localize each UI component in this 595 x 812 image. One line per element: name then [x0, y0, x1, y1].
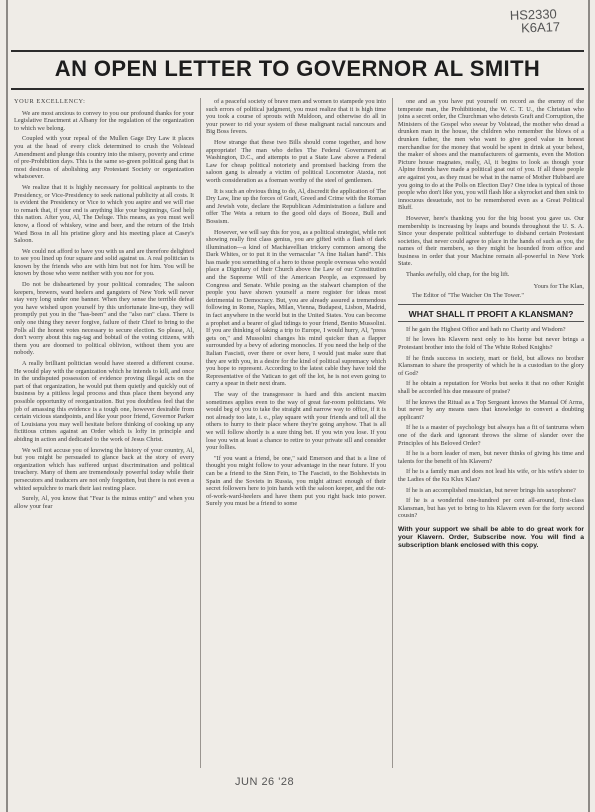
title-rule-bottom	[11, 88, 584, 90]
scan-edge-left	[6, 0, 8, 812]
paragraph: "If you want a friend, be one," said Emerson and that is a line of thought you might follow to your advantage in the near future. If you can be a friend to the Sinn Fein, to The Fascisti, to the Bolshevists in Spain and the Soviets in Russia, you might attract enough of their secret followers here to join hands with the saloon keeper, and the out-of-work-ward-heelers and have them put you right back into power. Surely you must be a friend to some	[206, 454, 386, 508]
signature-line: Yours for The Klan,	[533, 282, 584, 290]
date-stamp: JUN 26 '28	[235, 776, 295, 788]
archive-code: HS2330 K6A17	[509, 6, 561, 36]
paragraph: However, here's thanking you for the big boost you gave us. Our membership is increasing by leaps and bounds throughout the U. S. A. Since your desperate political subterfuge to disband certain Protestant societies, that never could agree to place in the hands of such as you, the names of their members, so they might be hounded from office and business in order that your Machine remain all-powerful in New York State.	[398, 214, 584, 268]
paragraph: one and as you have put yourself on record as the enemy of the temperate man, the Prohibitionist, the W. C. T. U., the Christian who joins a secret order, the Churchman who detests Graft and Corruption, the Ministers of the Gospel who swear by Volstead, the mother who dread a drunken man in the house, the children who remember the blows of a drunken father, the men who want to give good value in honest merchandise for the money that would be spent in drink at your behest, the maker of shoes and the manufacturers of garments, even the Motion Picture house magnates, really, Al, it begins to look as though your Alpine friends have made a political goat out of you. If all these people are against you, as they must be what in the name of Mother Hubbard are you going to do at the Polls on Election Day? One idea is typical of those people who don't like you, you will flash like a skyrocket and then sink to innocuous desuetude, not to be remembered even as a Great Political Bluff.	[398, 98, 584, 212]
signature-editor: The Editor of "The Watcher On The Tower."	[412, 292, 524, 300]
paragraph: Do not be disheartened by your political comrades; The saloon keepers, brewers, ward heelers and gangsters of New York will never stay very long under one banner. When they sense the terrible defeat you have wished upon yourself by this unfortunate line-up, they will promptly put you in the "has-been" and the "also ran" class. There is only one thing they never forgive, failure of their Chief to bring to the Polls all the honest votes necessary to secure election. So please, Al, don't worry about this rag-tag and bobtail of the voting citizens, with them you are doomed to political oblivion, without them you are nobody.	[14, 281, 194, 357]
paragraph: of a peaceful society of brave men and women to stampede you into such errors of political judgment, you must realize that it is high time you took a course of sprouts with Muldoon, and otherwise do all in your power to rid your system of these malignant racial rancours and Big Boss fevers.	[206, 98, 386, 136]
section-heading: WHAT SHALL IT PROFIT A KLANSMAN?	[408, 308, 574, 319]
paragraph: If he finds success in society, mart or field, but allows no brother Klansman to share the prosperity of which he is a custodian to the glory of God?	[398, 354, 584, 377]
title-rule-top	[11, 50, 584, 52]
page-title: AN OPEN LETTER TO GOVERNOR AL SMITH	[54, 56, 541, 81]
paragraph: We could not afford to have you with us and are therefore delighted to see you lined up four square and solid against us. A real politician is known by the friends who are with him but not for him. You will be known by those who were neither with you nor for you.	[14, 247, 194, 278]
salutation: YOUR EXCELLENCY:	[14, 98, 86, 105]
section-rule	[398, 321, 584, 322]
paragraph: If he is a family man and does not lead his wife, or his wife's sister to the Ladies of the Ku Klux Klan?	[398, 468, 584, 483]
scan-edge-right	[588, 0, 590, 812]
column-3	[398, 98, 584, 768]
paragraph: If he knows the Ritual as a Top Sergeant knows the Manual Of Arms, but never by any means uses that knowledge to convert a doubting applicant?	[398, 398, 584, 421]
paragraph: We realize that it is highly necessary for political aspirants to the Presidency, or Vice-Presidency to seek national publicity at all costs. It is evident the Presidency or Vice to which you aspire and we will rise to remark that, if your end is anything like your beginnings, God help this nation. After you, Al, The Deluge. This means, as you must well know, a flood of whiskey, wine and beer, and the return of the Irish Ward Boss in all his pristine glory and his meeting place at Casey's Saloon.	[14, 183, 194, 245]
subscription-note: With your support we shall be able to do great work for your Klavern. Order, Subscribe now. You will find a subscription blank enclosed with this copy.	[398, 525, 584, 550]
paragraph: If he is a born leader of men, but never thinks of giving his time and talents for the benefit of his Klavern?	[398, 450, 584, 465]
paragraph: How strange that these two Bills should come together, and how appropriate! The man who defies The Federal Government at Washington, D.C., and attempts to put a State Law above a Federal Law for cheap political notoriety and promised backing from the saloon gang is already a victim of political Locomotor Ataxia, not worth consideration as a foeman worthy of the steel of gentlemen.	[206, 138, 386, 184]
paragraph: If he obtain a reputation for Works but seeks it that no other Knight shall be accorded his due measure of praise?	[398, 380, 584, 395]
column-2	[206, 98, 386, 768]
column-divider	[392, 98, 393, 768]
paragraph: It is such an obvious thing to do, Al, discredit the application of The Dry Law, line up the forces of Graft, Greed and Crime with the Roman and Jewish vote, declare the Republican Administration a failure and offer The Wets a return to the good old days of Booze, Bull and Bossism.	[206, 187, 386, 225]
column-divider	[200, 98, 201, 768]
paragraph: If he loves his Klavern next only to his home but never brings a Protestant brother into the fold of The White Robed Knights?	[398, 336, 584, 352]
paragraph: The way of the transgressor is hard and this ancient maxim sometimes applies even to the way of great far-room politicians. We would beg of you to take the straight and narrow way to office, if it is not already too late, i. e., play square with your friends and tell all the others to hurry to their place where they're going anyhow. That is all we will follow shortly is a sure thing bet. If you win you lose. If you lose you win at least a chance to retire to your private sill and consider your follies.	[206, 390, 386, 452]
paragraph: If he is a wonderful one-hundred per cent all-around, first-class Klansman, but has yet to bring to his Klavern even for the forty second cousin?	[398, 497, 584, 520]
paragraph: We are most anxious to convey to you our profound thanks for your Legislative Enactment at Albany for the regulation of the organization to which we belong.	[14, 109, 194, 132]
paragraph: If he is a master of psychology but always has a fit of tantrums when one of the dark and ignorant throws the slime of slander over the Principles of his Beloved Order?	[398, 424, 584, 447]
paragraph: Surely, Al, you know that "Fear is the minus entity" and when you allow your fear	[14, 495, 194, 510]
paragraph: If he gain the Highest Office and hath no Charity and Wisdom?	[406, 325, 566, 333]
paragraph: If he is an accomplished musician, but never brings his saxophone?	[406, 486, 576, 494]
paragraph: Coupled with your repeal of the Mullen Gage Dry Law it places you at the head of every click determined to crush the Volstead Amendment and plunge this country into the misery, poverty and crime of pre-Prohibition days. This is the same so-green political gang that is most desirous of abolishing any Protestant Society or organization whatsoever.	[14, 135, 194, 181]
column-1	[14, 98, 194, 768]
paragraph: We will not accuse you of knowing the history of your country, Al, but you might be persuaded to glance back at the story of every organization which has suffered unjust discrimination and political treachery. Many of them are tremendously powerful today while their persecutors and traducers are not only forgotten, but there is not even a whited sepulchre to mark their last resting place.	[14, 446, 194, 492]
section-rule	[398, 304, 584, 305]
paragraph: Thanks awfully, old chap, for the big lift.	[406, 271, 510, 279]
paragraph: A really brilliant politician would have steered a different course. He would play with the organization which he intends to kill, and once in the undisputed possession of evidence proving illegal acts on the part of that organization, he would put them quietly and quickly out of business by a pitiless legal process and thus place them beyond any possible opportunity of reorganization. But you doubtless feel that the job of amassing this evidence is a tough one, however desirable from certain vicious standpoints, and like your poor friend, Governor Parker of Louisiana you may well hesitate before thinking of cooking up any fictitious crimes against an Order which is lofty in principle and abiding in action and dedicated to the work of Jesus Christ.	[14, 360, 194, 443]
paragraph: However, we will say this for you, as a political strategist, while not showing really first class genius, you are gifted with a flash of dark illumination—a kind of Machiavellian trickery common among the Dark Whites, or to put it in the vernacular "A fine Italian hand". This has made you something of a hero to those people overseas who would place a Dignitary of their Church above the Law of our Constitution and the Supreme Will of the American People, as expressed by Congress and Senate. While posing as the stalwart champion of the people you have shown yourself a mere register for ideas most detrimental to Democracy. But, you are already assured a tremendous following in Rome, Naples, Milan, Vienna, Budapest, Lisbon, Madrid, in fact anywhere in the world but in the United States. You can become a prophet and a bearer of glad tidings to your friend, Benito Mussolini. If you are thinking of taking a trip to Europe, I would hurry, Al, "press gets on," and Mussolini changes his mind quicker than a flapper surrounded by a bevy of adoring monocles. If you need the help of the Italian Fascisti, over there or over here, I would just make sure that they are with you, in a desire for the kind of political supremacy which you hope to represent. According to the latest cable they have told the Representative of the Vatican to get off the lot, he is not even going to carry a spear in their next dram.	[206, 228, 386, 388]
